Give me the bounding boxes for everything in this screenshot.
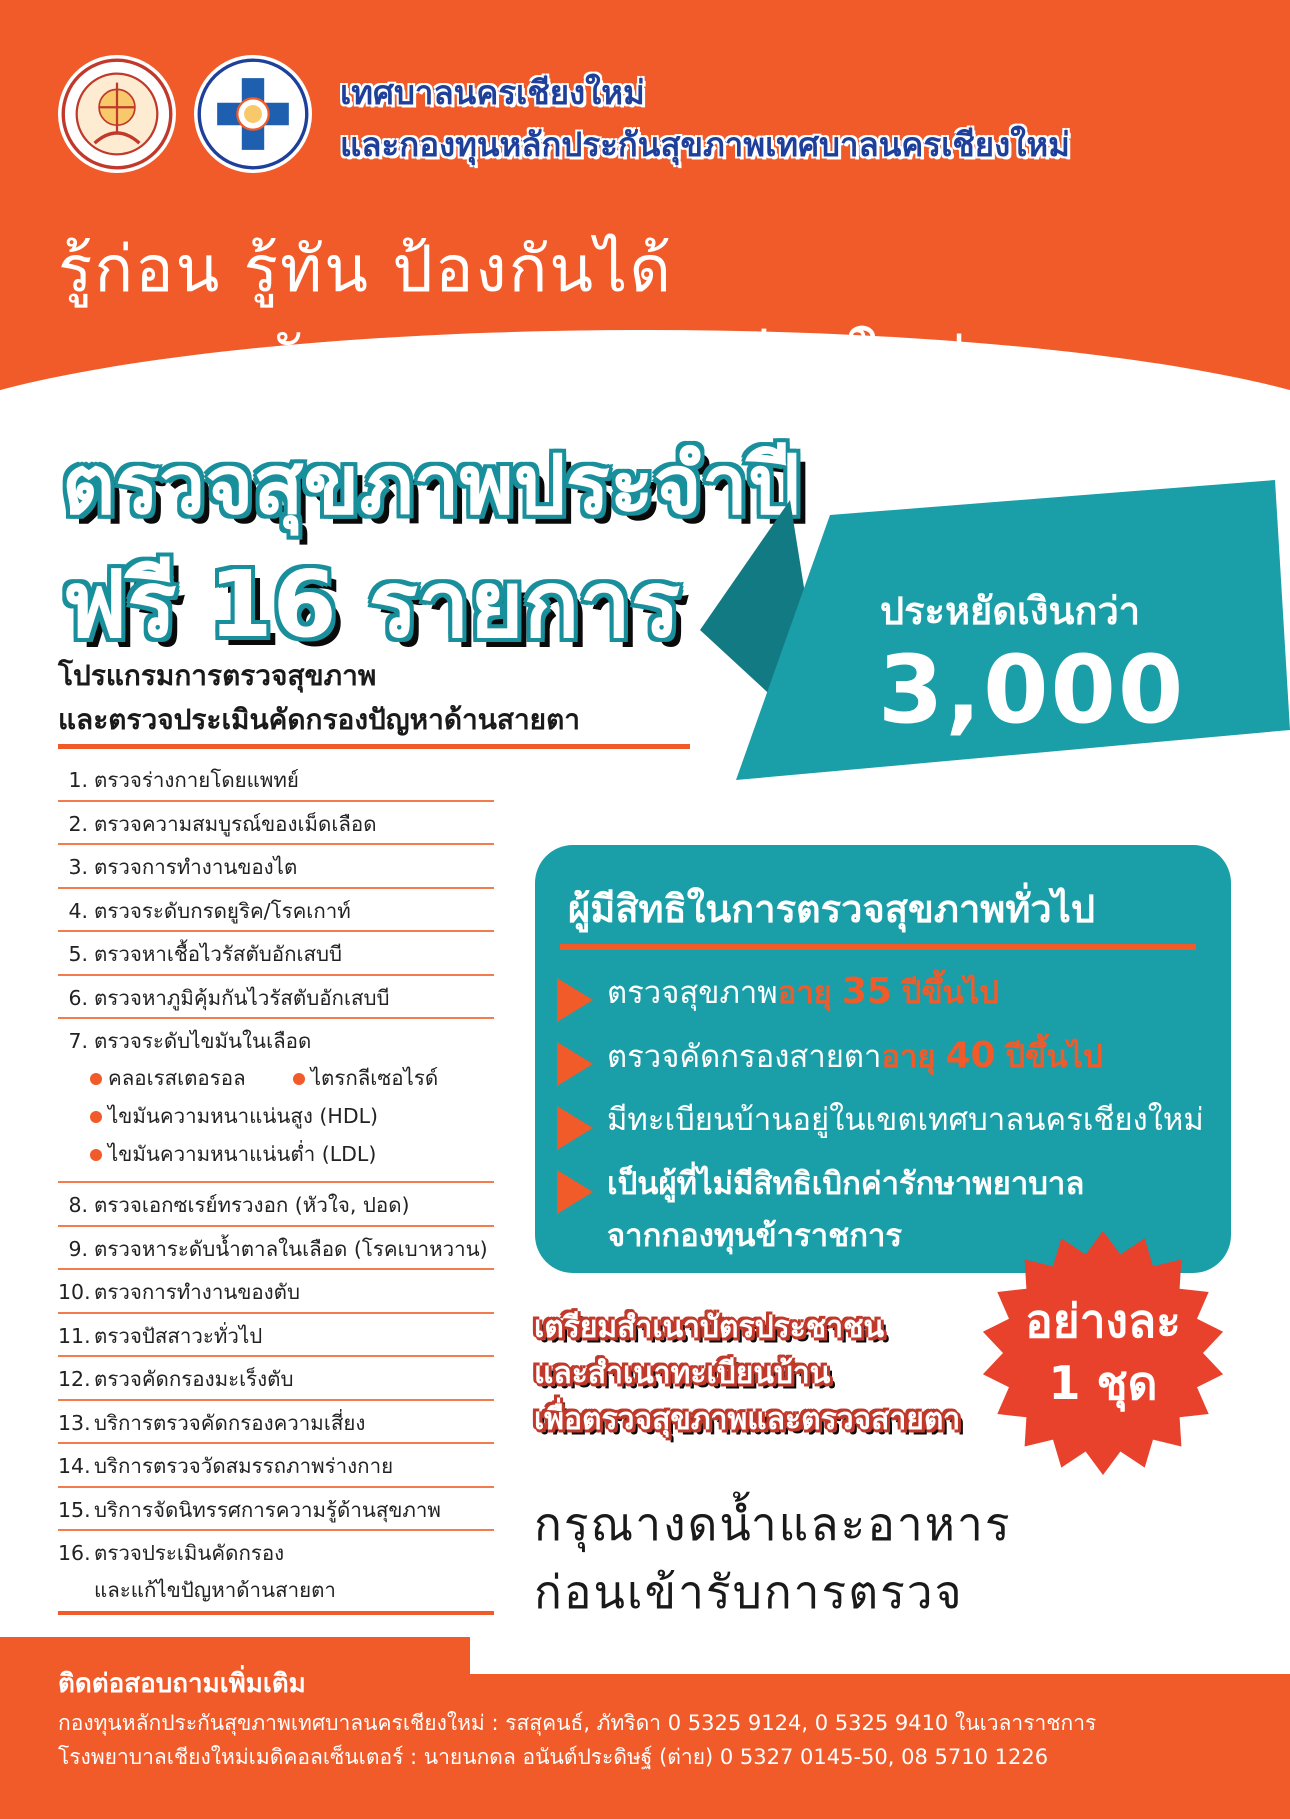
item-number: 6.: [68, 985, 88, 1010]
item-label: ตรวจหาภูมิคุ้มกันไวรัสตับอักเสบบี: [94, 985, 390, 1010]
item-number: 1.: [68, 768, 88, 792]
prep-line-2: และสำเนาทะเบียนบ้าน: [534, 1356, 831, 1391]
item-number: 11.: [58, 1323, 91, 1348]
slogan-line-2: กับเทศบาลนครเชียงใหม่: [262, 325, 969, 399]
item-label: บริการตรวจคัดกรองความเสี่ยง: [94, 1410, 366, 1435]
arrow-right-icon: [557, 1042, 593, 1086]
contact-title: ติดต่อสอบถามเพิ่มเติม: [58, 1669, 306, 1699]
list-item: [58, 889, 494, 933]
item-number: 15.: [58, 1497, 91, 1522]
eligibility-text-continued: จากกองทุนข้าราชการ: [607, 1218, 903, 1254]
item-label: ตรวจหาระดับน้ำตาลในเลือด (โรคเบาหวาน): [94, 1236, 488, 1261]
item-number: 10.: [58, 1280, 91, 1304]
headline-free-items: ฟรี 16 รายการ: [62, 551, 681, 658]
lipid-subitem: ไขมันความหนาแน่นต่ำ (LDL): [108, 1142, 377, 1166]
document-preparation-note: [534, 1305, 960, 1443]
age-label: อายุ: [777, 975, 832, 1011]
burst-line-1: อย่างละ: [1025, 1294, 1181, 1348]
list-item: [58, 1270, 494, 1314]
list-item: [58, 976, 494, 1020]
burst-line-2: 1 ชุด: [1048, 1356, 1158, 1410]
list-item: [58, 758, 494, 802]
program-title-line-1: โปรแกรมการตรวจสุขภาพ: [58, 659, 377, 692]
item-number: 9.: [68, 1236, 88, 1261]
eligibility-divider: [560, 944, 1196, 950]
item-number: 5.: [68, 942, 88, 966]
list-item: [58, 1401, 494, 1445]
item-label: ตรวจหาเชื้อไวรัสตับอักเสบบี: [94, 942, 343, 966]
list-item: [58, 802, 494, 846]
lipid-subitem-row: [58, 1097, 494, 1135]
organization-name-secondary: และกองทุนหลักประกันสุขภาพเทศบาลนครเชียงใหม่: [340, 125, 1070, 164]
age-suffix: ปีขึ้นไป: [901, 975, 1000, 1011]
eligibility-item: [555, 960, 1215, 1024]
item-label: ตรวจความสมบูรณ์ของเม็ดเลือด: [94, 811, 377, 836]
prep-line-3: เพื่อตรวจสุขภาพและตรวจสายตา: [534, 1402, 961, 1437]
contact-line-fund: กองทุนหลักประกันสุขภาพเทศบาลนครเชียงใหม่ : รสสุคนธ์, ภัทริดา 0 5325 9124, 0 5325 9410 ในเวลาราชการ: [58, 1711, 1097, 1735]
list-item: [58, 1314, 494, 1358]
item-label: ตรวจการทำงานของตับ: [94, 1280, 301, 1304]
fasting-line-1: กรุณางดน้ำและอาหาร: [534, 1497, 1012, 1551]
municipality-seal-icon: [61, 58, 173, 170]
list-item: [58, 1227, 494, 1271]
item-label: ตรวจการทำงานของไต: [94, 855, 298, 879]
prep-line-1: เตรียมสำเนาบัตรประชาชน: [534, 1310, 884, 1345]
fasting-line-2: ก่อนเข้ารับการตรวจ: [534, 1565, 964, 1619]
program-title-divider: [58, 744, 690, 749]
list-item: [58, 1531, 494, 1615]
starburst-text: [978, 1290, 1228, 1414]
municipality-seal-logo: [58, 55, 176, 173]
item-label: ตรวจเอกซเรย์ทรวงอก (หัวใจ, ปอด): [94, 1193, 410, 1217]
list-item-lipids: [58, 1019, 494, 1183]
health-fund-logo: [194, 55, 312, 173]
age-value: 35: [841, 971, 892, 1012]
savings-amount: 3,000: [878, 636, 1186, 745]
bullet-icon: [293, 1073, 305, 1085]
lipid-subitem-row: [58, 1135, 494, 1173]
item-number: 2.: [68, 811, 88, 836]
footer-notch: [470, 1624, 1290, 1674]
savings-label: ประหยัดเงินกว่า: [880, 589, 1141, 633]
item-label: บริการจัดนิทรรศการความรู้ด้านสุขภาพ: [94, 1497, 441, 1522]
organization-name: เทศบาลนครเชียงใหม่: [340, 73, 645, 112]
bullet-icon: [90, 1111, 102, 1123]
age-suffix: ปีขึ้นไป: [1005, 1039, 1103, 1075]
list-item: [58, 845, 494, 889]
headline-annual-checkup: ตรวจสุขภาพประจำปี: [62, 438, 800, 533]
item-label-continued: และแก้ไขปัญหาด้านสายตา: [94, 1578, 336, 1602]
list-item: [58, 1183, 494, 1227]
contact-line-hospital: โรงพยาบาลเชียงใหม่เมดิคอลเซ็นเตอร์ : นายนกดล อนันต์ประดิษฐ์ (ต่าย) 0 5327 0145-50, 08 5710 1226: [58, 1745, 1049, 1769]
list-item: [58, 1444, 494, 1488]
item-label: ตรวจร่างกายโดยแพทย์: [94, 768, 299, 792]
item-number: 14.: [58, 1454, 91, 1478]
item-number: 3.: [68, 855, 88, 879]
eligibility-title: ผู้มีสิทธิในการตรวจสุขภาพทั่วไป: [568, 887, 1095, 931]
lipid-subitem-row: [58, 1059, 494, 1097]
age-label: อายุ: [881, 1039, 936, 1075]
item-number: 7.: [68, 1029, 88, 1053]
eligibility-text: ตรวจสุขภาพ: [607, 975, 778, 1011]
eligibility-list: [555, 960, 1215, 1272]
item-label: ตรวจระดับไขมันในเลือด: [94, 1029, 312, 1053]
checkup-item-list: [58, 758, 494, 1615]
item-number: 16.: [58, 1541, 91, 1565]
item-number: 8.: [68, 1193, 88, 1217]
eligibility-item: [555, 1088, 1215, 1152]
item-label: ตรวจประเมินคัดกรอง: [94, 1541, 285, 1565]
arrow-right-icon: [557, 1170, 593, 1214]
age-value: 40: [945, 1035, 996, 1076]
item-label: ตรวจปัสสาวะทั่วไป: [94, 1323, 263, 1348]
bullet-icon: [90, 1073, 102, 1085]
health-fund-cross-icon: [197, 58, 309, 170]
eligibility-text: เป็นผู้ที่ไม่มีสิทธิเบิกค่ารักษาพยาบาล: [607, 1166, 1085, 1202]
program-title: [58, 654, 580, 742]
item-label: ตรวจคัดกรองมะเร็งตับ: [94, 1367, 294, 1391]
arrow-right-icon: [557, 1106, 593, 1150]
eligibility-item: [555, 1024, 1215, 1088]
lipid-subitem: คลอเรสเตอรอล: [108, 1066, 246, 1090]
lipid-subitem: ไตรกลีเซอไรด์: [310, 1066, 439, 1090]
item-label: บริการตรวจวัดสมรรถภาพร่างกาย: [94, 1454, 394, 1478]
item-number: 12.: [58, 1367, 91, 1391]
item-number: 4.: [68, 898, 88, 923]
bullet-icon: [90, 1149, 102, 1161]
item-number: 13.: [58, 1410, 91, 1435]
arrow-right-icon: [557, 978, 593, 1022]
eligibility-text: ตรวจคัดกรองสายตา: [607, 1039, 882, 1075]
eligibility-text: มีทะเบียนบ้านอยู่ในเขตเทศบาลนครเชียงใหม่: [607, 1102, 1204, 1138]
item-label: ตรวจระดับกรดยูริค/โรคเกาท์: [94, 898, 351, 923]
lipid-subitem: ไขมันความหนาแน่นสูง (HDL): [108, 1104, 379, 1128]
list-item: [58, 1488, 494, 1532]
list-item: [58, 1357, 494, 1401]
slogan-line-1: รู้ก่อน รู้ทัน ป้องกันได้: [58, 233, 673, 307]
list-item: [58, 932, 494, 976]
program-title-line-2: และตรวจประเมินคัดกรองปัญหาด้านสายตา: [58, 703, 580, 736]
